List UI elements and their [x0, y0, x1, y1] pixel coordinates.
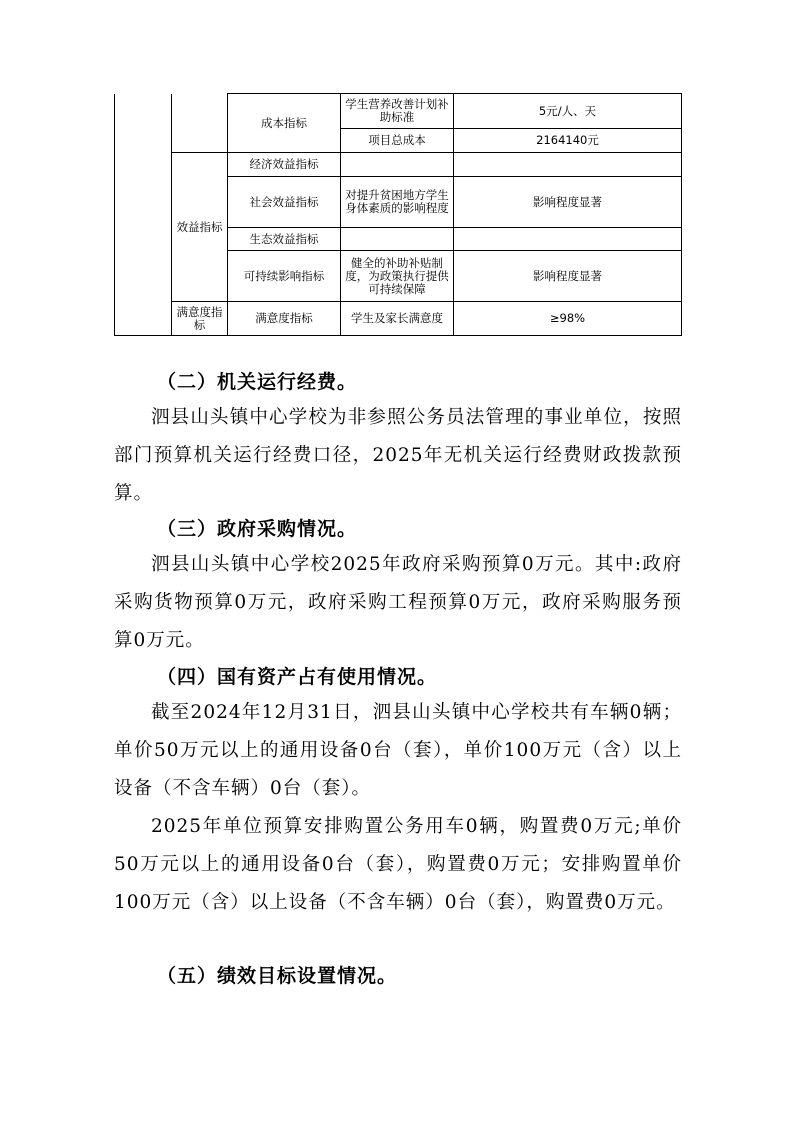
- performance-table: [114, 93, 682, 336]
- table-cell: [454, 228, 682, 251]
- table-row: [115, 153, 682, 177]
- paragraph-procurement: 泗县山头镇中心学校2025年政府采购预算0万元。其中:政府采购货物预算0万元，政府采购工程预算0万元，政府采购服务预算0万元。: [114, 554, 682, 651]
- table-cell: ≥98%: [454, 302, 682, 336]
- table-cell: 健全的补助补贴制度，为政策执行提供可持续保障: [341, 251, 454, 302]
- table-cell: [341, 228, 454, 251]
- table-cell: 经济效益指标: [228, 153, 341, 177]
- table-cell: 可持续影响指标: [228, 251, 341, 302]
- section-heading-procurement: （三）政府采购情况。: [157, 518, 358, 540]
- table-cell: 成本指标: [228, 94, 341, 153]
- table-cell: 项目总成本: [341, 129, 454, 153]
- section-heading-operating-funds: （二）机关运行经费。: [157, 371, 358, 393]
- section-heading-performance-goals: （五）绩效目标设置情况。: [157, 965, 398, 987]
- table-cell: 对提升贫困地方学生身体素质的影响程度: [341, 177, 454, 228]
- table-cell: 生态效益指标: [228, 228, 341, 251]
- table-cell: 学生及家长满意度: [341, 302, 454, 336]
- table-cell: 影响程度显著: [454, 251, 682, 302]
- table-cell: [454, 153, 682, 177]
- section-heading-state-assets: （四）国有资产占有使用情况。: [157, 666, 438, 688]
- table-cell: 社会效益指标: [228, 177, 341, 228]
- table-cell: 5元/人、天: [454, 94, 682, 129]
- paragraph-state-assets-budget: 2025年单位预算安排购置公务用车0辆，购置费0万元;单价50万元以上的通用设备0台（套），购置费0万元；安排购置单价100万元（含）以上设备（不含车辆）0台（套），购置费0万元。: [114, 816, 682, 913]
- table-cell-category: 效益指标: [172, 153, 228, 302]
- table-cell: 2164140元: [454, 129, 682, 153]
- table-cell: 影响程度显著: [454, 177, 682, 228]
- table-cell-category: 满意度指标: [172, 302, 228, 336]
- table-cell: [341, 153, 454, 177]
- paragraph-operating-funds: 泗县山头镇中心学校为非参照公务员法管理的事业单位，按照部门预算机关运行经费口径，2025年无机关运行经费财政拨款预算。: [114, 407, 682, 504]
- table-cell: 学生营养改善计划补助标准: [341, 94, 454, 129]
- table-cell: 满意度指标: [228, 302, 341, 336]
- table-cell-blank: [172, 94, 228, 153]
- table-row: [115, 302, 682, 336]
- table-cell-blank: [115, 94, 172, 336]
- table-row: [115, 94, 682, 129]
- paragraph-state-assets-holdings: 截至2024年12月31日，泗县山头镇中心学校共有车辆0辆；单价50万元以上的通用设备0台（套），单价100万元（含）以上设备（不含车辆）0台（套）。: [114, 702, 682, 799]
